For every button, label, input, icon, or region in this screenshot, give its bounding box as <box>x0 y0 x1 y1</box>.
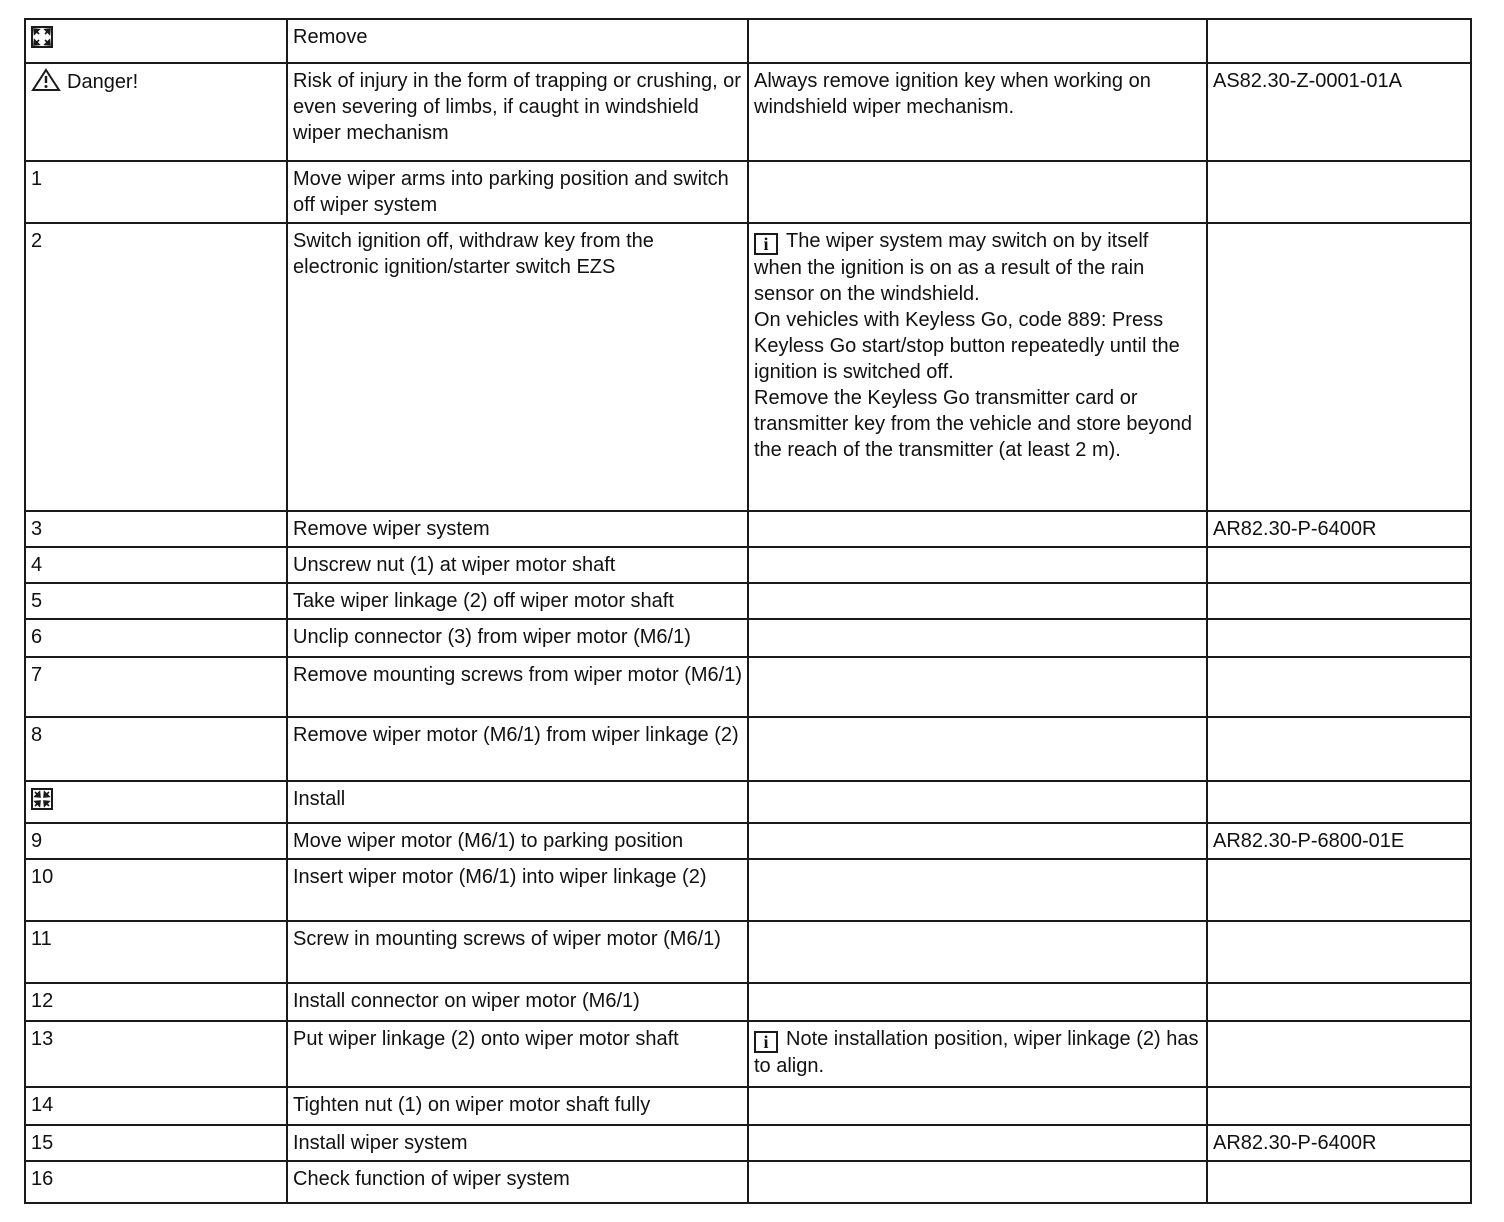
step-text: Unscrew nut (1) at wiper motor shaft <box>287 547 748 583</box>
table-row <box>25 1021 1471 1087</box>
section-label: Remove <box>287 19 748 63</box>
danger-label: Danger! <box>67 71 139 93</box>
table-row <box>25 823 1471 859</box>
step-text: Install wiper system <box>287 1125 748 1161</box>
step-number: 9 <box>25 823 287 859</box>
table-row <box>25 1161 1471 1203</box>
step-text: Unclip connector (3) from wiper motor (M6/1) <box>287 619 748 657</box>
step-number: 6 <box>25 619 287 657</box>
step-text: Move wiper motor (M6/1) to parking position <box>287 823 748 859</box>
note-line: Remove the Keyless Go transmitter card or transmitter key from the vehicle and store beyond the reach of the transmitter (at least 2 m). <box>754 387 1192 461</box>
step-text: Tighten nut (1) on wiper motor shaft fully <box>287 1087 748 1125</box>
danger-note: Always remove ignition key when working on windshield wiper mechanism. <box>748 63 1207 161</box>
warning-triangle-icon <box>31 68 61 99</box>
info-icon: i <box>754 233 778 255</box>
table-row <box>25 859 1471 921</box>
step-text: Screw in mounting screws of wiper motor (M6/1) <box>287 921 748 983</box>
step-text: Install connector on wiper motor (M6/1) <box>287 983 748 1021</box>
table-row <box>25 223 1471 511</box>
note-line: The wiper system may switch on by itself when the ignition is on as a result of the rain sensor on the windshield. <box>754 230 1149 305</box>
step-number: 5 <box>25 583 287 619</box>
table-row <box>25 511 1471 547</box>
step-ref: AR82.30-P-6800-01E <box>1207 823 1471 859</box>
table-row <box>25 161 1471 223</box>
step-text: Remove mounting screws from wiper motor (M6/1) <box>287 657 748 717</box>
step-number: 16 <box>25 1161 287 1203</box>
step-text: Move wiper arms into parking position and switch off wiper system <box>287 161 748 223</box>
table-row <box>25 1125 1471 1161</box>
table-row <box>25 547 1471 583</box>
step-number: 10 <box>25 859 287 921</box>
step-number: 15 <box>25 1125 287 1161</box>
step-text: Remove wiper system <box>287 511 748 547</box>
section-label: Install <box>287 781 748 823</box>
table-row <box>25 983 1471 1021</box>
step-note <box>748 223 1207 511</box>
step-text: Put wiper linkage (2) onto wiper motor shaft <box>287 1021 748 1087</box>
table-row <box>25 717 1471 781</box>
step-number: 11 <box>25 921 287 983</box>
step-number: 8 <box>25 717 287 781</box>
table-row <box>25 619 1471 657</box>
step-number: 3 <box>25 511 287 547</box>
table-row <box>25 583 1471 619</box>
step-ref: AR82.30-P-6400R <box>1207 1125 1471 1161</box>
step-number: 7 <box>25 657 287 717</box>
note-line: On vehicles with Keyless Go, code 889: Press Keyless Go start/stop button repeatedly until the ignition is switched off. <box>754 309 1180 383</box>
step-number: 1 <box>25 161 287 223</box>
step-number: 2 <box>25 223 287 511</box>
step-text: Insert wiper motor (M6/1) into wiper linkage (2) <box>287 859 748 921</box>
note-text: Note installation position, wiper linkage (2) has to align. <box>754 1028 1199 1077</box>
procedure-table <box>24 18 1472 1204</box>
table-row <box>25 921 1471 983</box>
step-number: 12 <box>25 983 287 1021</box>
step-text: Switch ignition off, withdraw key from the electronic ignition/starter switch EZS <box>287 223 748 511</box>
danger-risk: Risk of injury in the form of trapping or crushing, or even severing of limbs, if caught in windshield wiper mechanism <box>287 63 748 161</box>
step-text: Check function of wiper system <box>287 1161 748 1203</box>
step-ref: AR82.30-P-6400R <box>1207 511 1471 547</box>
info-icon: i <box>754 1031 778 1053</box>
table-row <box>25 1087 1471 1125</box>
section-row-install <box>25 781 1471 823</box>
danger-ref: AS82.30-Z-0001-01A <box>1207 63 1471 161</box>
step-note <box>748 1021 1207 1087</box>
expand-arrows-icon <box>31 26 53 48</box>
danger-row <box>25 63 1471 161</box>
step-number: 13 <box>25 1021 287 1087</box>
step-number: 14 <box>25 1087 287 1125</box>
table-row <box>25 657 1471 717</box>
step-text: Remove wiper motor (M6/1) from wiper linkage (2) <box>287 717 748 781</box>
section-row-remove <box>25 19 1471 63</box>
step-number: 4 <box>25 547 287 583</box>
collapse-arrows-icon <box>31 788 53 810</box>
step-text: Take wiper linkage (2) off wiper motor shaft <box>287 583 748 619</box>
